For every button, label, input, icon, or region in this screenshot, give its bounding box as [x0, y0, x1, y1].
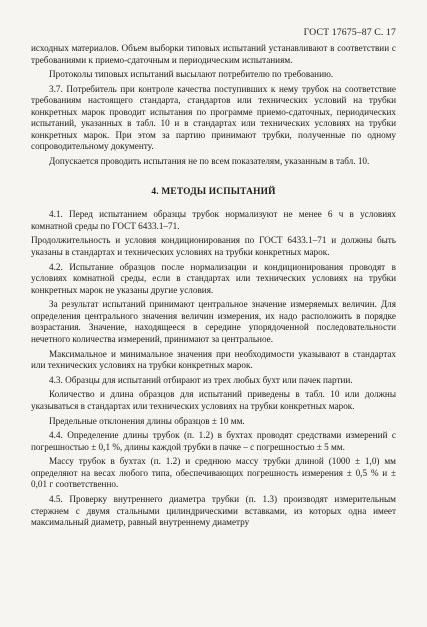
paragraph-continuation: исходных материалов. Объем выборки типовых испытаний устанавливают в соответствии с требованиями к приемо-сдаточным и периодическим испытаниям.: [31, 43, 396, 65]
paragraph-4-5: 4.5. Проверку внутреннего диаметра трубки (п. 1.3) производят измерительным стержнем с двумя стальными цилиндрическими вставками, из которых одна имеет максимальный диаметр, равный внутреннему диаметру: [31, 494, 396, 528]
paragraph: Максимальное и минимальное значения при необходимости указывают в стандартах или технических условиях на трубки конкретных марок.: [31, 348, 396, 370]
document-body: [31, 43, 396, 532]
paragraph-4-1: 4.1. Перед испытанием образцы трубок нормализуют не менее 6 ч в условиях комнатной среды по ГОСТ 6433.1–71.: [31, 209, 396, 231]
paragraph: Протоколы типовых испытаний высылают потребителю по требованию.: [49, 69, 334, 80]
paragraph-4-3: 4.3. Образцы для испытаний отбирают из трех любых бухт или пачек партии.: [49, 374, 353, 385]
paragraph: Массу трубок в бухтах (п. 1.2) и среднюю массу трубки длиной (1000 ± 1,0) мм определяют на весах любого типа, обеспечивающих погрешность измерения ± 0,5 % и ± 0,01 г соответственно.: [31, 456, 396, 490]
paragraph: Допускается проводить испытания не по всем показателям, указанным в табл. 10.: [49, 156, 370, 167]
paragraph: Количество и длина образцов для испытаний приведены в табл. 10 или должны указываться в стандартах или технических условиях на трубки конкретных марок.: [31, 389, 396, 411]
section-title: 4. МЕТОДЫ ИСПЫТАНИЙ: [151, 186, 276, 197]
paragraph: Предельные отклонения длины образцов ± 10 мм.: [49, 415, 245, 426]
paragraph-4-4: 4.4. Определение длины трубок (п. 1.2) в бухтах проводят средствами измерений с погрешностью ± 0,1 %, длины каждой трубки в пачке – с погрешностью ± 5 мм.: [31, 430, 396, 452]
paragraph: Продолжительность и условия кондиционирования по ГОСТ 6433.1–71 и должны быть указаны в стандартах и технических условиях на трубки конкретных марок.: [31, 235, 396, 257]
paragraph-4-2: 4.2. Испытание образцов после нормализации и кондиционирования проводят в условиях комнатной среды, если в стандартах или технических условиях на трубки конкретных марок не указаны другие условия.: [31, 261, 396, 295]
paragraph: За результат испытаний принимают центральное значение измеряемых величин. Для определения центрального значения величин измерения, их надо расположить в порядке возрастания. Значение, находящееся в середине упорядоченной последовательности нечетного количества измерений, принимают за центральное.: [31, 299, 396, 344]
paragraph-3-7: 3.7. Потребитель при контроле качества поступивших к нему трубок на соответствие требованиям настоящего стандарта, стандартов или технических условий на трубки конкретных марок проводит испытания по программе приемо-сдаточных, периодических испытаний, указанных в табл. 10 и в стандартах или технических условиях на трубки конкретных марок. При этом за партию принимают трубки, полученные по одному сопроводительному документу.: [31, 83, 396, 152]
page-header: ГОСТ 17675–87 С. 17: [303, 27, 396, 38]
